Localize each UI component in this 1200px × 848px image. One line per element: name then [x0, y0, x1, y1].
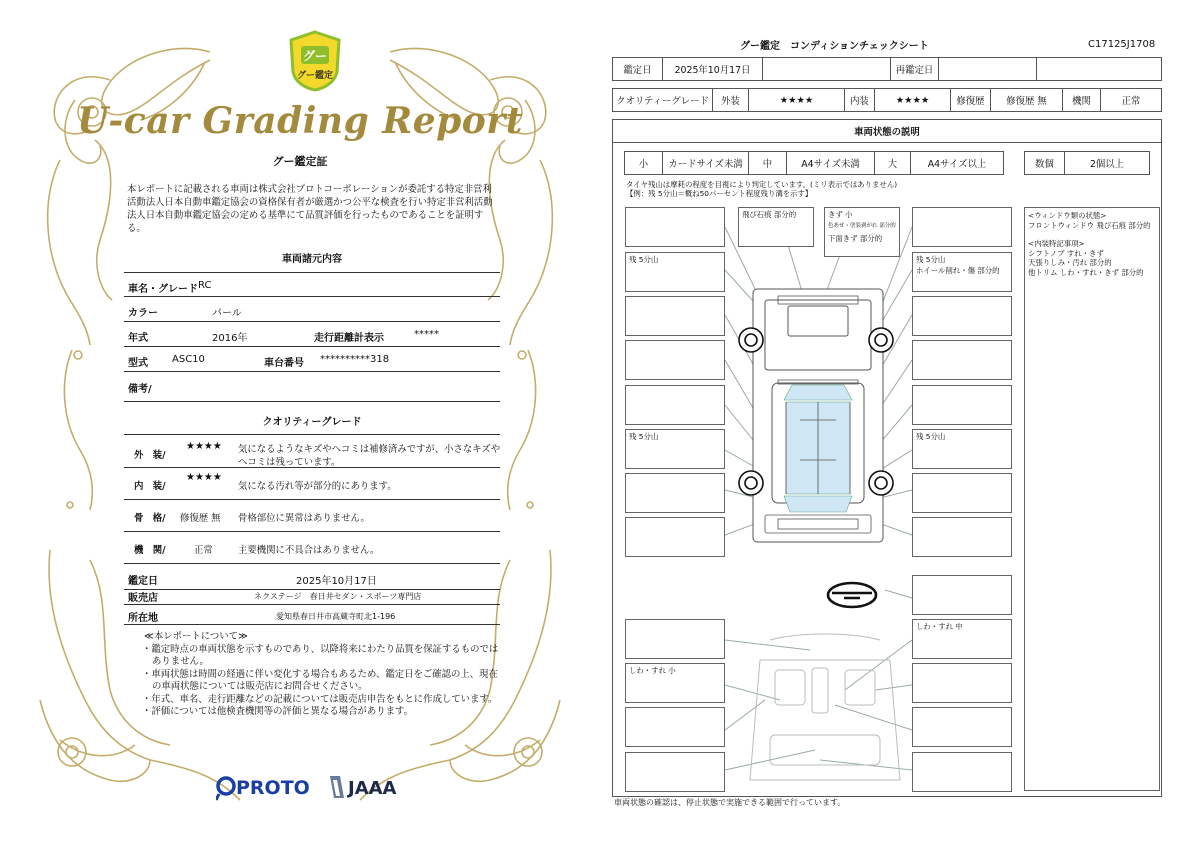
- value-repair-history: 修復歴 無: [991, 89, 1063, 111]
- note-box: [912, 385, 1012, 425]
- note-box: [912, 707, 1012, 747]
- note-box-tire-rear-right: 残 5分山: [912, 429, 1012, 469]
- blank-cell: [1037, 58, 1161, 80]
- info-label-address: 所在地: [128, 613, 158, 624]
- spec-value-mileage: *****: [414, 329, 439, 340]
- remarks-line: シフトノブ すれ・きず: [1028, 248, 1104, 258]
- spec-label-chassis: 車台番号: [264, 358, 304, 369]
- quality-value-frame: 修復歴 無: [180, 513, 221, 524]
- note-box: [625, 752, 725, 792]
- quality-value-engine: 正常: [194, 545, 213, 556]
- quality-row-frame: [124, 500, 500, 532]
- note-box: [625, 296, 725, 336]
- svg-text:グー: グー: [302, 49, 328, 63]
- jaaa-logo-icon: [330, 776, 397, 799]
- condition-check-sheet: [600, 0, 1200, 848]
- spec-row-notes: [124, 372, 500, 402]
- quality-label-frame: 骨 格/: [134, 513, 166, 524]
- legend-mid-desc: A4サイズ未満: [787, 152, 875, 174]
- legend-mid: 中: [749, 152, 787, 174]
- certificate-statement: 本レポートに記載される車両は株式会社プロトコーポレーションが委託する特定非営利活動法人日本自動車鑑定協会の資格保有者が厳選かつ公平な検査を行い特定非営利活動法人日本自動車鑑定協会の定める基準にて品質評価を行ったものであることを証明する。: [127, 184, 493, 234]
- quality-comment-frame: 骨格部位に異常はありません。: [238, 513, 370, 524]
- spec-row-model: [124, 347, 500, 372]
- note-box: [625, 385, 725, 425]
- appraisal-date-row: [612, 57, 1162, 81]
- quality-row-engine: [124, 532, 500, 564]
- sheet-title: グー鑑定 コンディションチェックシート: [740, 41, 929, 52]
- note-box: [912, 752, 1012, 792]
- svg-text:グー鑑定: グー鑑定: [296, 71, 334, 81]
- spec-label-name: 車名・グレード: [128, 284, 198, 295]
- note-box: [912, 207, 1012, 247]
- spec-value-year: 2016年: [212, 333, 248, 344]
- notes-heading: ≪本レポートについて≫: [144, 631, 248, 642]
- spec-label-mileage: 走行距離計表示: [314, 333, 384, 344]
- info-value-address: 愛知県春日井市高蔵寺町北1-196: [276, 612, 396, 621]
- legend-small-desc: カードサイズ未満: [663, 152, 749, 174]
- specs-heading: 車両諸元内容: [282, 254, 342, 265]
- spec-row-year: [124, 322, 500, 347]
- spec-label-notes: 備考/: [128, 384, 152, 395]
- spec-value-color: パール: [212, 308, 242, 319]
- quality-label-engine: 機 関/: [134, 545, 166, 556]
- note-box-interior-right: しわ・すれ 中: [912, 619, 1012, 659]
- spec-value-chassis: **********318: [320, 354, 390, 365]
- value-interior-stars: ★★★★: [875, 89, 951, 111]
- note-item: ・評価については他検査機関等の評価と異なる場合があります。: [142, 706, 413, 717]
- proto-logo-icon: [216, 777, 310, 800]
- remarks-line: <ウィンドウ類の状態>: [1028, 211, 1107, 220]
- value-exterior-stars: ★★★★: [749, 89, 845, 111]
- spec-label-model: 型式: [128, 358, 148, 369]
- legend-count: 数個: [1025, 152, 1065, 174]
- spec-row-color: [124, 297, 500, 322]
- vehicle-condition-heading: 車両状態の説明: [612, 119, 1162, 143]
- spec-label-year: 年式: [128, 333, 148, 344]
- remarks-line: 天張りしみ・汚れ 部分的: [1028, 258, 1112, 267]
- size-legend: [624, 151, 1004, 175]
- note-item: ・鑑定時点の車両状態を示すものであり、以降将来にわたり品質を保証するものではありません。: [142, 643, 499, 667]
- label-repair-history: 修復歴: [951, 89, 991, 111]
- note-box: [912, 663, 1012, 703]
- script-title: U-car Grading Report: [77, 100, 523, 142]
- tire-note-1: タイヤ残山は摩耗の程度を目視により判定しています。(ミリ表示ではありません): [626, 180, 898, 189]
- label-appraisal-date: 鑑定日: [613, 58, 663, 80]
- quality-stars-exterior: ★★★★: [186, 441, 222, 452]
- info-label-date: 鑑定日: [128, 576, 158, 587]
- info-value-shop: ネクステージ 春日井セダン・スポーツ専門店: [254, 592, 422, 601]
- spec-row-name: [124, 272, 500, 297]
- note-box-tire-front-right: 残 5分山 ホイール削れ・傷 部分的: [912, 252, 1012, 292]
- legend-large-desc: A4サイズ以上: [927, 159, 987, 170]
- brand-logos: [216, 772, 416, 802]
- value-engine: 正常: [1121, 96, 1141, 107]
- quality-row-interior: [124, 468, 500, 500]
- note-box: [625, 517, 725, 557]
- svg-text:PROTO: PROTO: [236, 777, 310, 799]
- note-item: ・車両状態は時間の経過に伴い変化する場合もあるため、鑑定日をご確認の上、現在の車両状態については販売店にお問合せください。: [142, 668, 498, 692]
- info-label-shop: 販売店: [128, 593, 158, 604]
- goo-kantei-badge-icon: [287, 30, 343, 92]
- label-engine: 機関: [1063, 89, 1101, 111]
- note-box: [625, 207, 725, 247]
- value-reappraisal-date: [939, 58, 1037, 80]
- quality-comment-interior: 気になる汚れ等が部分的にあります。: [238, 481, 397, 492]
- quality-row-exterior: [124, 434, 500, 468]
- note-box: [912, 575, 1012, 615]
- remarks-box: [1024, 207, 1160, 791]
- label-exterior: 外装: [713, 89, 749, 111]
- quality-comment-engine: 主要機関に不具合はありません。: [238, 545, 380, 556]
- quality-grade-row: [612, 88, 1162, 112]
- remarks-line: 他トリム しわ・すれ・きず 部分的: [1028, 267, 1144, 277]
- count-legend: [1024, 151, 1150, 175]
- certificate-title: グー鑑定証: [272, 155, 328, 168]
- svg-text:JAAA: JAAA: [348, 778, 397, 799]
- note-box: [625, 340, 725, 380]
- note-box: [912, 340, 1012, 380]
- value-appraisal-date: 2025年10月17日: [663, 58, 763, 80]
- quality-comment-exterior-1: 気になるようなキズやヘコミは補修済みですが、小さなキズや: [238, 444, 501, 455]
- quality-label-exterior: 外 装/: [134, 450, 166, 461]
- blank-cell: [763, 58, 891, 80]
- spec-value-model: ASC10: [172, 354, 205, 365]
- label-reappraisal-date: 再鑑定日: [891, 58, 939, 80]
- note-box-front-left: 飛び石痕 部分的: [738, 207, 814, 247]
- quality-comment-exterior-2: ヘコミは残っています。: [238, 457, 341, 468]
- note-box-tire-front-left: 残 5分山: [625, 252, 725, 292]
- sheet-footer-note: 車両状態の確認は、停止状態で実施できる範囲で行っています。: [614, 798, 846, 807]
- note-box: [625, 473, 725, 513]
- remarks-line: フロントウィンドウ 飛び石痕 部分的: [1028, 220, 1151, 230]
- report-notes: [140, 631, 500, 719]
- note-item: ・年式、車名、走行距離などの記載については販売店申告をもとに作成しています。: [142, 693, 498, 705]
- note-box: [912, 473, 1012, 513]
- spec-label-color: カラー: [128, 308, 158, 319]
- note-box: [912, 296, 1012, 336]
- tire-note-2: 【例：残 5分山＝概ね50パーセント程度残り溝を示す】: [626, 189, 813, 198]
- note-box: [912, 517, 1012, 557]
- quality-stars-interior: ★★★★: [186, 472, 222, 483]
- info-row-address: [124, 605, 500, 625]
- quality-heading: クオリティーグレード: [262, 417, 362, 428]
- quality-label-interior: 内 装/: [134, 481, 166, 492]
- remarks-line: <内装特記事項>: [1028, 239, 1085, 248]
- spec-value-name: RC: [198, 280, 212, 291]
- legend-large: 大: [875, 152, 911, 174]
- legend-small: 小: [625, 152, 663, 174]
- note-box-front-right: きず 小 色あせ・塗装剥がれ 部分的 下面きず 部分的: [824, 207, 900, 257]
- sheet-id: C17125J1708: [1088, 39, 1156, 50]
- note-box-interior-left: しわ・すれ 小: [625, 663, 725, 703]
- info-row-shop: [124, 585, 500, 605]
- note-box-tire-rear-left: 残 5分山: [625, 429, 725, 469]
- legend-count-desc: 2個以上: [1089, 159, 1125, 170]
- remarks-line: [1025, 230, 1159, 239]
- note-box: [625, 619, 725, 659]
- label-quality-grade: クオリティーグレード: [613, 89, 713, 111]
- label-interior: 内装: [845, 89, 875, 111]
- note-box: [625, 707, 725, 747]
- info-value-date: 2025年10月17日: [296, 576, 377, 587]
